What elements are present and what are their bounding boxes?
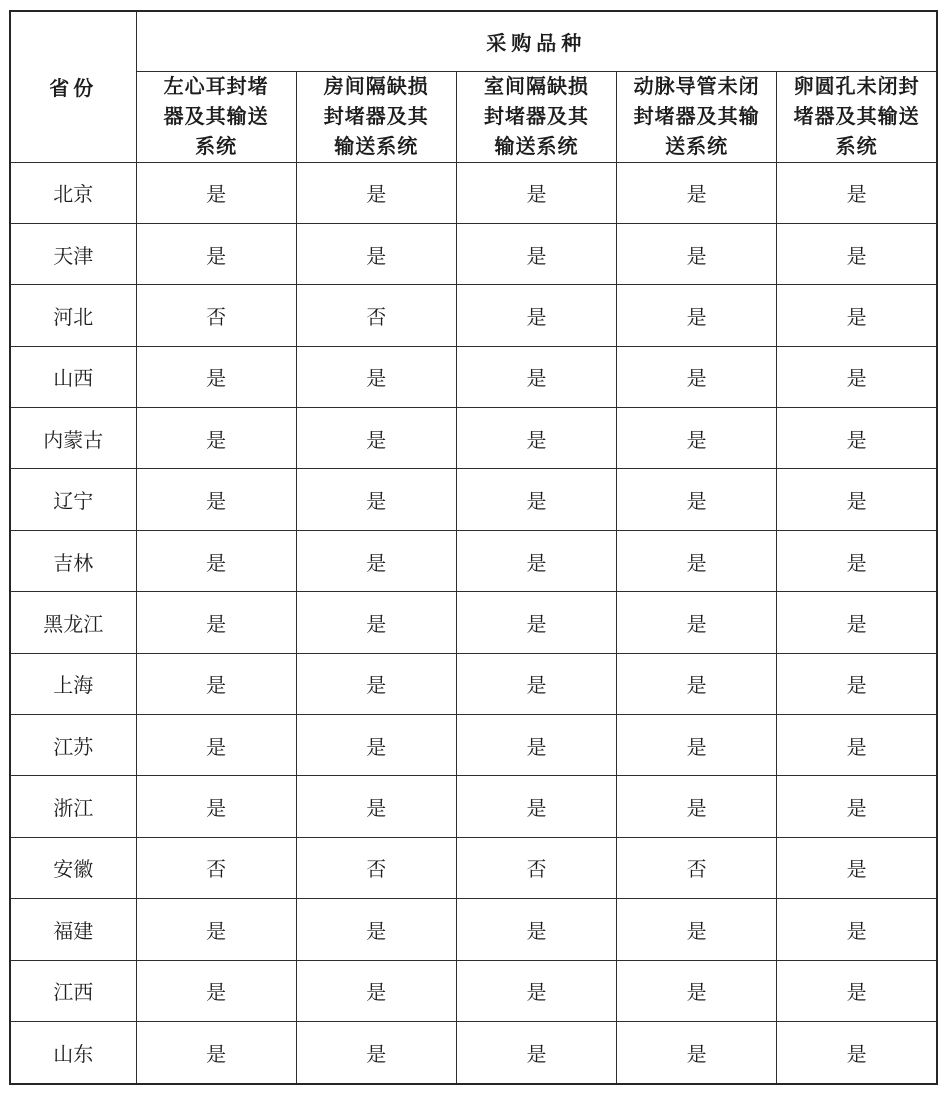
value-cell: 是 [296,346,456,407]
value-cell: 是 [777,162,937,223]
value-cell: 是 [777,346,937,407]
value-cell: 是 [296,899,456,960]
province-cell: 浙江 [10,776,136,837]
value-cell: 是 [296,653,456,714]
value-cell: 是 [296,408,456,469]
value-cell: 是 [136,1021,296,1084]
value-cell: 是 [777,837,937,898]
value-cell: 是 [777,715,937,776]
value-cell: 是 [617,530,777,591]
value-cell: 否 [617,837,777,898]
table-row-jiangxi [10,960,937,1021]
value-cell: 是 [777,469,937,530]
value-cell: 是 [777,776,937,837]
province-cell: 黑龙江 [10,592,136,653]
value-cell: 否 [456,837,616,898]
value-cell: 是 [617,960,777,1021]
value-cell: 是 [456,653,616,714]
column-header-label: 房间隔缺损封堵器及其输送系统 [323,75,429,158]
province-cell: 山东 [10,1021,136,1084]
column-header-pda-occluder [617,71,777,162]
value-cell: 否 [136,837,296,898]
value-cell: 是 [617,469,777,530]
value-cell: 是 [136,346,296,407]
province-cell: 北京 [10,162,136,223]
value-cell: 否 [136,285,296,346]
value-cell: 是 [617,285,777,346]
value-cell: 是 [136,960,296,1021]
table-row-hebei [10,285,937,346]
header-columns-row [10,71,937,162]
province-cell: 内蒙古 [10,408,136,469]
value-cell: 是 [456,776,616,837]
value-cell: 是 [296,162,456,223]
value-cell: 是 [617,592,777,653]
province-cell: 福建 [10,899,136,960]
column-header-pfo-occluder [777,71,937,162]
table-row-jilin [10,530,937,591]
table-row-liaoning [10,469,937,530]
value-cell: 是 [617,162,777,223]
value-cell: 是 [296,1021,456,1084]
value-cell: 是 [296,223,456,284]
value-cell: 是 [617,1021,777,1084]
value-cell: 是 [456,899,616,960]
value-cell: 是 [777,223,937,284]
table-row-shandong [10,1021,937,1084]
value-cell: 是 [136,899,296,960]
value-cell: 是 [777,1021,937,1084]
province-cell: 河北 [10,285,136,346]
value-cell: 是 [296,776,456,837]
group-header-procurement-varieties: 采购品种 [136,11,937,71]
header-group-row [10,11,937,71]
column-header-label: 卵圆孔未闭封堵器及其输送系统 [793,75,920,158]
value-cell: 是 [777,653,937,714]
value-cell: 是 [296,960,456,1021]
value-cell: 是 [456,162,616,223]
value-cell: 是 [456,530,616,591]
value-cell: 是 [136,653,296,714]
corner-header-province: 省份 [10,11,136,162]
value-cell: 是 [296,715,456,776]
table-row-shanghai [10,653,937,714]
value-cell: 是 [296,592,456,653]
province-cell: 辽宁 [10,469,136,530]
value-cell: 是 [456,223,616,284]
table-row-tianjin [10,223,937,284]
value-cell: 否 [296,285,456,346]
value-cell: 是 [617,776,777,837]
procurement-table [9,10,938,1085]
province-cell: 江西 [10,960,136,1021]
value-cell: 是 [617,346,777,407]
table-row-beijing [10,162,937,223]
table-row-fujian [10,899,937,960]
value-cell: 是 [617,408,777,469]
value-cell: 是 [136,162,296,223]
value-cell: 是 [136,469,296,530]
value-cell: 是 [456,1021,616,1084]
value-cell: 是 [777,960,937,1021]
value-cell: 否 [296,837,456,898]
value-cell: 是 [136,715,296,776]
value-cell: 是 [136,408,296,469]
table-row-neimenggu [10,408,937,469]
table-row-shanxi [10,346,937,407]
value-cell: 是 [136,223,296,284]
value-cell: 是 [777,592,937,653]
province-cell: 天津 [10,223,136,284]
value-cell: 是 [296,530,456,591]
value-cell: 是 [136,776,296,837]
value-cell: 是 [617,653,777,714]
table-row-anhui [10,837,937,898]
value-cell: 是 [456,346,616,407]
table-row-zhejiang [10,776,937,837]
value-cell: 是 [456,592,616,653]
table-row-heilongjiang [10,592,937,653]
value-cell: 是 [296,469,456,530]
column-header-asd-occluder [296,71,456,162]
province-cell: 安徽 [10,837,136,898]
value-cell: 是 [136,530,296,591]
value-cell: 是 [617,223,777,284]
value-cell: 是 [617,715,777,776]
province-cell: 吉林 [10,530,136,591]
value-cell: 是 [777,408,937,469]
column-header-vsd-occluder [456,71,616,162]
value-cell: 是 [777,285,937,346]
value-cell: 是 [456,408,616,469]
value-cell: 是 [136,592,296,653]
column-header-label: 室间隔缺损封堵器及其输送系统 [483,75,589,158]
value-cell: 是 [456,960,616,1021]
column-header-laa-occluder [136,71,296,162]
value-cell: 是 [777,899,937,960]
value-cell: 是 [617,899,777,960]
value-cell: 是 [777,530,937,591]
province-cell: 上海 [10,653,136,714]
value-cell: 是 [456,469,616,530]
province-cell: 江苏 [10,715,136,776]
value-cell: 是 [456,715,616,776]
table-row-jiangsu [10,715,937,776]
province-cell: 山西 [10,346,136,407]
value-cell: 是 [456,285,616,346]
column-header-label: 动脉导管未闭封堵器及其输送系统 [633,75,760,158]
column-header-label: 左心耳封堵器及其输送系统 [163,75,269,158]
